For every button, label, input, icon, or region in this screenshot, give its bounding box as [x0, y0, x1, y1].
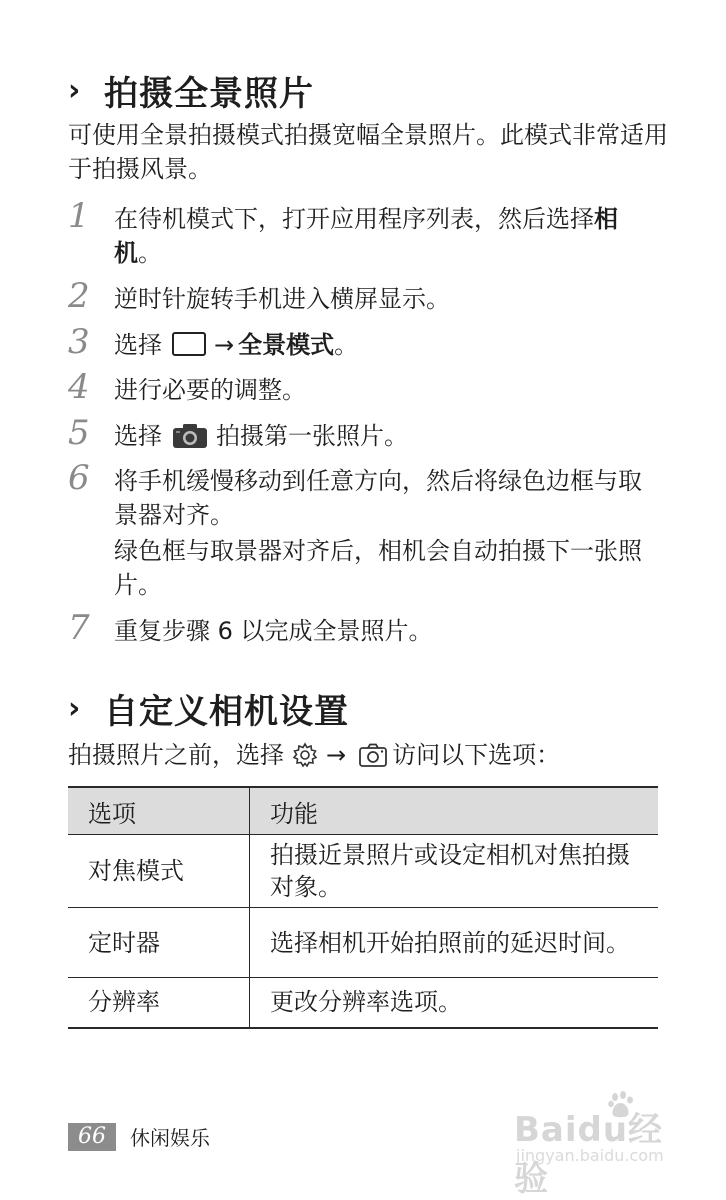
- step-bold-term: 相机: [114, 205, 618, 267]
- step-text: 将手机缓慢移动到任意方向，然后将绿色边框与取景器对齐。: [114, 467, 642, 529]
- arrow-glyph: →: [214, 331, 235, 359]
- section-title-text: 拍摄全景照片: [104, 74, 314, 114]
- camera-options-table: [68, 786, 658, 1029]
- step-text: [114, 328, 664, 362]
- rectangle-icon: [172, 332, 206, 356]
- chevron-right-icon: ›: [68, 73, 82, 108]
- step-bold-term: 全景模式: [238, 331, 335, 359]
- step-number: 3: [68, 322, 90, 362]
- table-cell-option: 定时器: [68, 908, 250, 978]
- step-number: 1: [68, 196, 90, 236]
- step-text-part: 拍摄第一张照片。: [216, 422, 408, 450]
- table-row: [68, 835, 658, 908]
- baidu-watermark: [514, 1090, 694, 1199]
- step-number: 7: [68, 608, 90, 648]
- step-text: [114, 202, 664, 270]
- step-number: 4: [68, 367, 90, 407]
- table-cell-function: 拍摄近景照片或设定相机对焦拍摄对象。: [250, 835, 659, 908]
- footer-chapter-label: 休闲娱乐: [130, 1126, 210, 1150]
- step-subtext: 绿色框与取景器对齐后，相机会自动拍摄下一张照片。: [114, 537, 642, 599]
- camera-outline-icon: [358, 742, 388, 768]
- step-text-part: 。: [334, 331, 359, 359]
- camera-icon: [172, 423, 208, 449]
- intro-text-part: 访问以下选项：: [392, 741, 561, 769]
- section-title-camera-settings: [68, 684, 349, 733]
- section-title-panorama: [68, 66, 314, 115]
- table-header-row: [68, 787, 658, 835]
- step-text-part: 在待机模式下，打开应用程序列表，然后选择: [114, 205, 594, 233]
- arrow-glyph: →: [326, 741, 347, 769]
- page-footer: [68, 1122, 210, 1151]
- chevron-right-icon: ›: [68, 691, 82, 726]
- step-text: [114, 419, 664, 453]
- table-cell-function: 更改分辨率选项。: [250, 978, 659, 1028]
- gear-icon: [292, 742, 318, 768]
- page-number: 66: [68, 1123, 116, 1151]
- table-cell-option: 对焦模式: [68, 835, 250, 908]
- table-cell-function: 选择相机开始拍照前的延迟时间。: [250, 908, 659, 978]
- table-header-cell: 功能: [250, 787, 659, 835]
- step-text-part: 选择: [114, 331, 162, 359]
- step-text-part: 。: [138, 239, 162, 267]
- step-number: 2: [68, 276, 90, 316]
- step-text: 重复步骤 6 以完成全景照片。: [114, 617, 433, 645]
- step-number: 6: [68, 458, 90, 498]
- step-number: 5: [68, 413, 90, 453]
- table-header-cell: 选项: [68, 787, 250, 835]
- section-title-text: 自定义相机设置: [104, 692, 349, 732]
- intro-text-part: 拍摄照片之前，选择: [68, 741, 284, 769]
- table-row: [68, 978, 658, 1028]
- watermark-text: Baidu经验: [514, 1110, 664, 1199]
- step-text-part: 选择: [114, 422, 162, 450]
- step-text: 进行必要的调整。: [114, 376, 306, 404]
- watermark-url: jingyan.baidu.com: [516, 1146, 664, 1165]
- section-intro: 可使用全景拍摄模式拍摄宽幅全景照片。此模式非常适用于拍摄风景。: [68, 121, 668, 183]
- table-cell-option: 分辨率: [68, 978, 250, 1028]
- section-intro: [68, 738, 668, 772]
- table-row: [68, 908, 658, 978]
- step-text: 逆时针旋转手机进入横屏显示。: [114, 285, 450, 313]
